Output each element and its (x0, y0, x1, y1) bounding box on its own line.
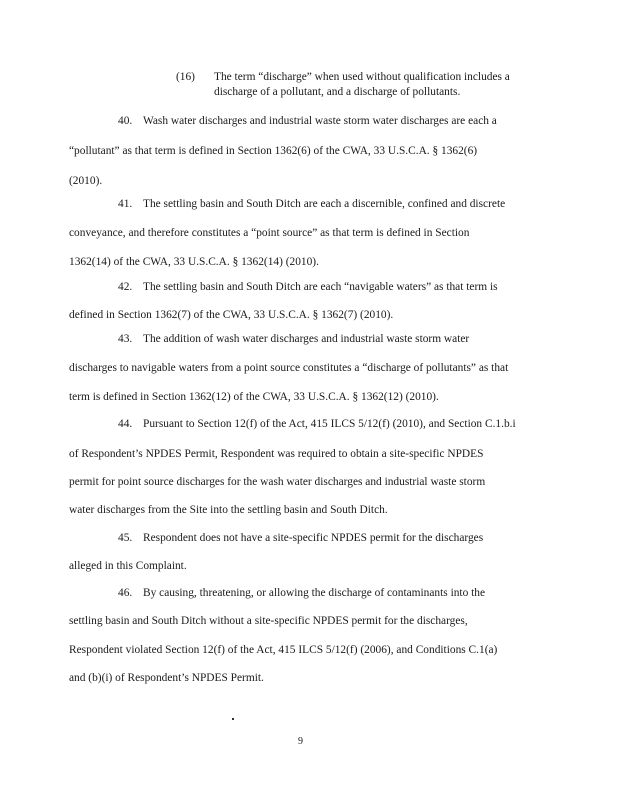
paragraph-44-line-2: of Respondent’s NPDES Permit, Respondent was required to obtain a site-specific NPDES (69, 448, 484, 460)
paragraph-43-line-3: term is defined in Section 1362(12) of the CWA, 33 U.S.C.A. § 1362(12) (2010). (69, 391, 439, 403)
paragraph-43-line-1: The addition of wash water discharges and industrial waste storm water (143, 333, 470, 345)
paragraph-42-line-1: The settling basin and South Ditch are each “navigable waters” as that term is (143, 281, 498, 293)
paragraph-46-number: 46. (118, 587, 133, 599)
paragraph-40-line-1: Wash water discharges and industrial waste storm water discharges are each a (143, 115, 497, 127)
paragraph-44-line-1: Pursuant to Section 12(f) of the Act, 415 ILCS 5/12(f) (2010), and Section C.1.b.i (143, 418, 516, 430)
paragraph-44-line-3: permit for point source discharges for the wash water discharges and industrial waste storm (69, 476, 486, 488)
paragraph-43-number: 43. (118, 333, 133, 345)
paragraph-40-number: 40. (118, 115, 133, 127)
paragraph-41-line-3: 1362(14) of the CWA, 33 U.S.C.A. § 1362(14) (2010). (69, 256, 319, 268)
paragraph-16-number: (16) (176, 71, 195, 83)
paragraph-42-line-2: defined in Section 1362(7) of the CWA, 33 U.S.C.A. § 1362(7) (2010). (69, 309, 394, 321)
paragraph-45-line-2: alleged in this Complaint. (69, 560, 187, 572)
paragraph-43-line-2: discharges to navigable waters from a point source constitutes a “discharge of pollutants” as that (69, 362, 509, 374)
paragraph-46-line-3: Respondent violated Section 12(f) of the Act, 415 ILCS 5/12(f) (2006), and Conditions C.1(a) (69, 644, 498, 656)
paragraph-45-line-1: Respondent does not have a site-specific NPDES permit for the discharges (143, 532, 484, 544)
paragraph-41-line-1: The settling basin and South Ditch are each a discernible, confined and discrete (143, 198, 506, 210)
paragraph-42-number: 42. (118, 281, 133, 293)
paragraph-44-line-4: water discharges from the Site into the settling basin and South Ditch. (69, 504, 388, 516)
paragraph-45-number: 45. (118, 532, 133, 544)
paragraph-16-line-1: The term “discharge” when used without qualification includes a (214, 71, 510, 83)
scan-speck (232, 718, 234, 720)
paragraph-46-line-4: and (b)(i) of Respondent’s NPDES Permit. (69, 672, 264, 684)
paragraph-41-number: 41. (118, 198, 133, 210)
paragraph-46-line-1: By causing, threatening, or allowing the discharge of contaminants into the (143, 587, 486, 599)
paragraph-41-line-2: conveyance, and therefore constitutes a “point source” as that term is defined in Section (69, 227, 470, 239)
page-number: 9 (298, 736, 303, 747)
paragraph-46-line-2: settling basin and South Ditch without a site-specific NPDES permit for the discharges, (69, 615, 468, 627)
paragraph-40-line-3: (2010). (69, 175, 103, 187)
paragraph-16-line-2: discharge of a pollutant, and a discharge of pollutants. (214, 86, 461, 98)
paragraph-40-line-2: “pollutant” as that term is defined in Section 1362(6) of the CWA, 33 U.S.C.A. § 1362(6) (69, 145, 478, 157)
paragraph-44-number: 44. (118, 418, 133, 430)
